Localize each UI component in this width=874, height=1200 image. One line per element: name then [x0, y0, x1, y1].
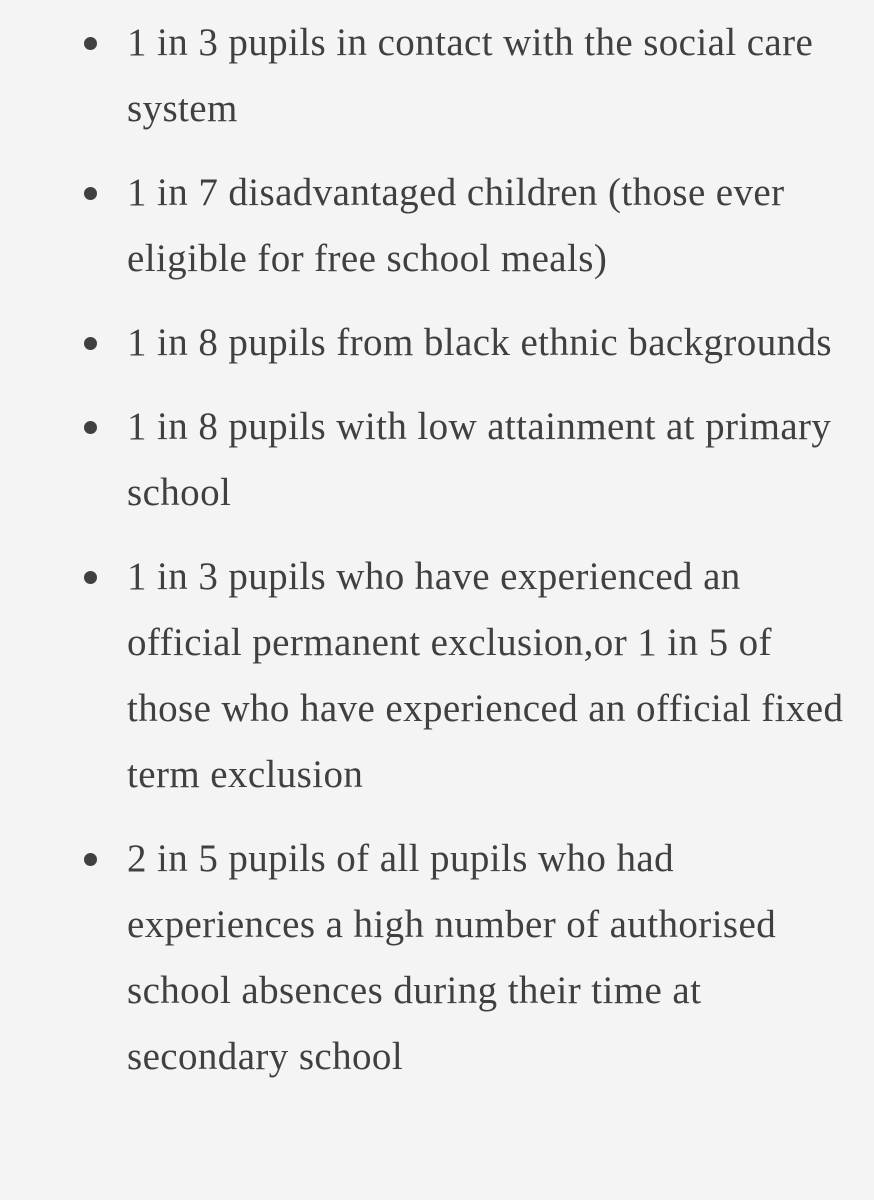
bullet-icon: [84, 421, 97, 434]
list-item-text: 1 in 8 pupils with low attainment at primary school: [127, 405, 832, 514]
list-item-text: 1 in 8 pupils from black ethnic backgrounds: [127, 321, 832, 364]
bullet-icon: [84, 853, 97, 866]
list-item: [0, 10, 874, 142]
bullet-icon: [84, 337, 97, 350]
list-item: [0, 394, 874, 526]
bullet-list: [0, 10, 874, 1108]
bullet-icon: [84, 37, 97, 50]
list-item-text: 1 in 3 pupils who have experienced an official permanent exclusion,or 1 in 5 of those who have experienced an official fixed term exclusion: [127, 555, 844, 796]
list-item: [0, 826, 874, 1090]
list-item-text: 1 in 3 pupils in contact with the social care system: [127, 21, 814, 130]
bullet-icon: [84, 187, 97, 200]
list-item-text: 1 in 7 disadvantaged children (those ever eligible for free school meals): [127, 171, 785, 280]
bullet-icon: [84, 571, 97, 584]
list-item: [0, 310, 874, 376]
list-item: [0, 544, 874, 808]
list-item: [0, 160, 874, 292]
list-item-text: 2 in 5 pupils of all pupils who had experiences a high number of authorised school absences during their time at secondary school: [127, 837, 777, 1078]
